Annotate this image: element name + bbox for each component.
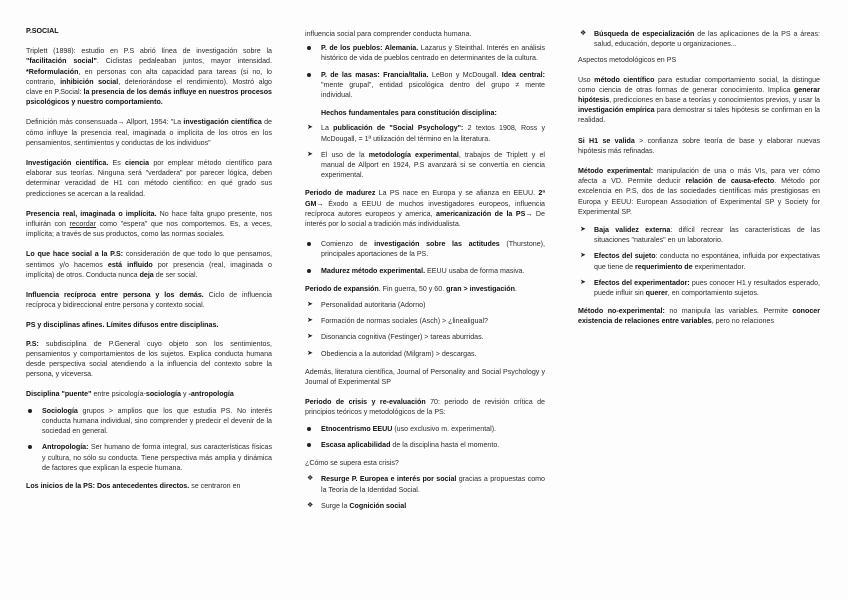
crisis-list: [305, 424, 545, 450]
list-item: ❖ Búsqueda de especialización de las aplicaciones de la PS a áreas: salud, educación, deporte u organizaciones...: [580, 30, 820, 49]
list-item: ➤ Baja validez externa: difícil recrear las características de las situaciones "naturales" en un laboratorio.: [580, 226, 820, 245]
list-item: ➤ Formación de normas sociales (Asch) > ¿linealigual?: [307, 317, 488, 326]
diamond-bullet-icon: ❖: [307, 475, 314, 483]
maturity-list: [305, 239, 545, 276]
paragraph-bridge: Disciplina "puente" entre psicología-sociología y -antropología: [26, 390, 234, 399]
bullet-dot-icon: [307, 73, 311, 77]
diamond-bullet-icon: ❖: [307, 501, 314, 509]
paragraph-origins: Los inicios de la PS: Dos antecedentes directos. se centraron en: [26, 481, 241, 490]
heading-related-disciplines: PS y disciplinas afines. Límites difusos entre disciplinas.: [26, 321, 219, 330]
arrow-bullet-icon: ➤: [307, 349, 313, 357]
list-item: Comienzo de investigación sobre las actitudes (Thurstone), principales aportaciones de la PS.: [305, 239, 545, 259]
list-item: ➤ El uso de la metodología experimental, trabajos de Triplett y el manual de Allport en 1924, P.S avanzará si se convertía en ciencia experimental.: [307, 150, 545, 180]
arrow-bullet-icon: ➤: [307, 150, 313, 158]
arrow-bullet-icon: ➤: [307, 301, 313, 309]
schools-list: [305, 43, 545, 100]
paragraph-maturity: Periodo de madurez La PS nace en Europa y se afianza en EEUU. 2ª GM→ Éxodo a EEUU de muchos investigadores europeos, influencia recíproca autores europeos y america, americanización de la PS→ De interés por lo social a tradición más individualista.: [305, 189, 545, 229]
diamond-bullet-icon: ❖: [580, 30, 587, 37]
discipline-list: [26, 406, 272, 473]
arrow-bullet-icon: ➤: [580, 278, 586, 286]
heading-fundamental-facts: Hechos fundamentales para constitución disciplina:: [321, 109, 497, 118]
arrow-bullet-icon: ➤: [307, 317, 313, 325]
paragraph-crisis: Periodo de crisis y re-evaluación 70: periodo de revisión crítica de principios teóricos y metodológicos de la PS:: [305, 398, 545, 417]
bullet-dot-icon: [28, 409, 32, 413]
column-2: [305, 29, 545, 519]
paragraph-scientific: Investigación científica. Es ciencia por emplear método científico para elaborar sus teorías. Ninguna será "verdadera" por parecer lógica, deben determinar veracidad de H1 con método científico: en qué grado sus predicciones se acercan a la realidad.: [26, 159, 272, 198]
paragraph-scientific-method: Uso método científico para estudiar comportamiento social, la distingue como ciencia de otras formas de generar conocimiento. Implica generar hipótesis, predicciones en base a teorías y conocimientos previos, y usar la investigación empírica para demostrar si tales hipótesis se confirman en la realidad.: [578, 75, 820, 125]
paragraph-presence: Presencia real, imaginada o implícita. No hace falta grupo presente, nos influirán con recordar como "espera" que nos comportemos. Es, a veces, implícita; a través de sus productos, como las normas sociales.: [26, 209, 272, 239]
paragraph-non-experimental: Método no-experimental: no manipula las variables. Permite conocer existencia de relaciones entre variables, pero no relaciones: [578, 307, 821, 326]
paragraph-question: ¿Cómo se supera esta crisis?: [305, 459, 399, 468]
crisis-solution-list: [305, 474, 545, 511]
paragraph-experimental-method: Método experimental: manipulación de una o más VIs, para ver cómo afecta a VD. Permite deducir relación de causa-efecto. Método por excelencia en P.S, dos de las sociedades científicas más prestigiosas en Europa y EEUU: European Association of Experimental SP y Society for Experimental SP.: [578, 167, 820, 216]
list-item: P. de las masas: Francia/Italia. LeBon y McDougall. Idea central: "mente grupal", entidad psicológica dentro del grupo ≠ mente individual.: [305, 70, 545, 101]
paragraph-journals: Además, literatura científica, Journal of Personality and Social Psychology y Journal of Experimental SP: [305, 367, 545, 387]
paragraph-triplett: Triplett (1898): estudio en P.S abrió línea de investigación sobre la "facilitación social". Ciclistas pedaleaban juntos, mayor intensidad. *Reformulación, en personas con alta capacidad para tareas (si no, lo contrario, inhibición social, deteriorándose el rendimiento). Mostró algo clave en P.Social: la presencia de los demás influye en nuestros procesos psicológicos y nuestro comportamiento.: [26, 47, 272, 107]
paragraph-h1-validated: Si H1 se valida > confianza sobre teoría de base y elaborar nuevas hipótesis más refinadas.: [578, 136, 821, 155]
heading-methodology: Aspectos metodológicos en PS: [578, 56, 677, 65]
list-item: Sociología grupos > amplios que los que estudia PS. No interés conducta humana individual, sino comprender y predecir el devenir de la sociedad en general.: [26, 406, 272, 437]
paragraph-ps-def: P.S: subdisciplina de P.General cuyo objeto son los sentimientos, pensamientos y comportamientos de los sujetos. Explica conducta humana desde perspectiva social atendiendo a la influencia del contexto sobre la persona, y viceversa.: [26, 339, 272, 379]
list-item: ➤ Efectos del sujeto: conducta no espontánea, influida por expectativas que tiene de requerimiento de experimentador.: [580, 252, 820, 271]
expansion-list: [305, 300, 545, 359]
column-3: [578, 29, 820, 337]
bullet-dot-icon: [307, 242, 311, 246]
facts-list: [305, 123, 545, 180]
list-item: ➤ Personalidad autoritaria (Adorno): [307, 301, 426, 310]
bullet-dot-icon: [307, 427, 311, 431]
paragraph-intro: influencia social para comprender conducta humana.: [305, 30, 472, 38]
list-item: P. de los pueblos: Alemania. Lazarus y Steinthal. Interés en análisis histórico de vida de pueblos centrado en determinantes de la cultura.: [305, 43, 545, 63]
list-item: Antropología: Ser humano de forma integral, sus características físicas y cultura, no sólo su conducta. Tiene perspectiva más amplia y dinámica de factores que explican la especie humana.: [26, 442, 272, 473]
specialization-list: [578, 29, 820, 49]
paragraph-what-makes-social: Lo que hace social a la P.S: consideración de que todo lo que pensamos, sentimos y/o hacemos está influido por presencia (real, imaginada o implícita) de otros. Conducta nunca deja de ser social.: [26, 250, 272, 279]
limitations-list: [578, 225, 820, 298]
bullet-dot-icon: [307, 443, 311, 447]
list-item: Etnocentrismo EEUU (uso exclusivo m. experimental).: [305, 424, 545, 434]
arrow-bullet-icon: ➤: [307, 333, 313, 341]
paragraph-expansion: Periodo de expansión. Fin guerra, 50 y 60. gran > investigación.: [305, 284, 517, 293]
bullet-dot-icon: [307, 46, 311, 50]
paragraph-reciprocal: Influencia recíproca entre persona y los demás. Ciclo de influencia recíproca y bidireccional entre persona y contexto social.: [26, 291, 272, 310]
bullet-dot-icon: [307, 269, 311, 273]
list-item: ➤ Obediencia a la autoridad (Milgram) > descargas.: [307, 349, 477, 358]
column-1: [26, 26, 272, 501]
arrow-bullet-icon: ➤: [307, 124, 313, 132]
list-item: ➤ La publicación de "Social Psychology": 2 textos 1908, Ross y McDougall, = 1ª utilización del término en la literatura.: [307, 124, 545, 143]
arrow-bullet-icon: ➤: [580, 226, 586, 234]
list-item: ➤ Efectos del experimentador: pues conocer H1 y resultados esperado, puede influir sin querer, en comportamiento sujetos.: [580, 278, 820, 298]
list-item: ❖ Surge la Cognición social: [307, 501, 407, 510]
doc-title: P.SOCIAL: [26, 27, 59, 35]
list-item: ➤ Disonancia cognitiva (Festinger) > tareas aburridas.: [307, 333, 484, 342]
arrow-bullet-icon: ➤: [580, 252, 586, 260]
list-item: Madurez método experimental. EEUU usaba de forma masiva.: [305, 266, 545, 276]
list-item: ❖ Resurge P. Europea e interés por social gracias a propuestas como la Teoría de la Identidad Social.: [307, 475, 545, 494]
bullet-dot-icon: [28, 445, 32, 449]
list-item: Escasa aplicabilidad de la disciplina hasta el momento.: [305, 440, 545, 450]
paragraph-definition: Definición más consensuada→ Allport, 1954: "La investigación científica de cómo influye la presencia real, imaginada o implícita de los otros en los pensamientos, sentimientos y conductas de los individuos": [26, 118, 272, 147]
